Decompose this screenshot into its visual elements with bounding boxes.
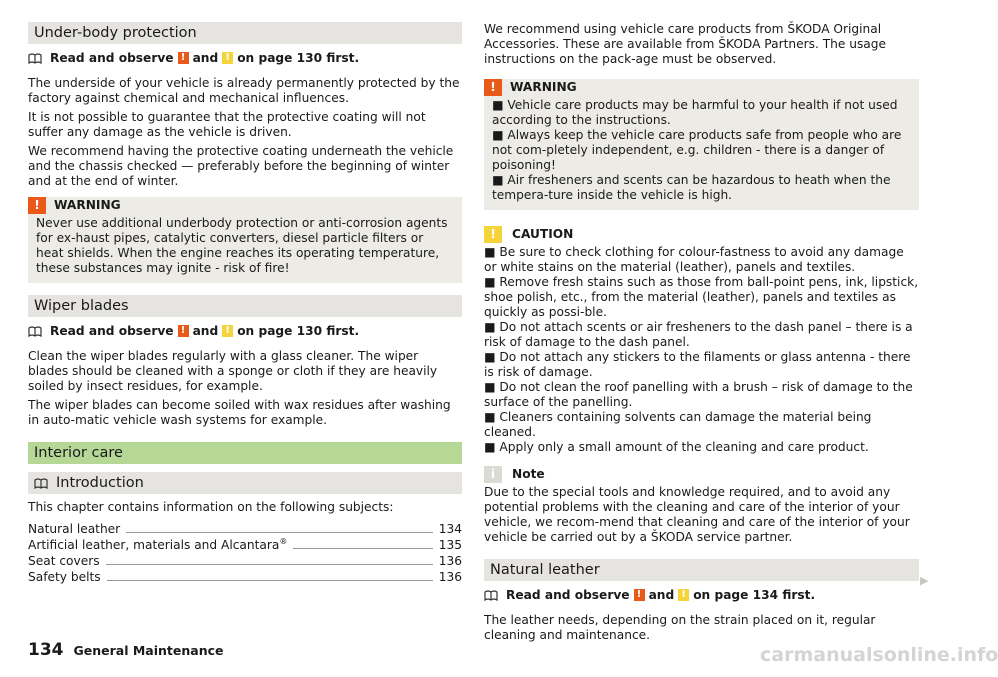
book-icon: [28, 53, 42, 64]
caution-triangle-icon: !: [484, 226, 502, 243]
caution-item: ■ Apply only a small amount of the cleaning and care product.: [484, 440, 869, 454]
warning-icon[interactable]: !: [178, 52, 189, 64]
warning-box: ! WARNING ■ Vehicle care products may be harmful to your health if not used according to the instructions. ■ Always keep the vehicle care products safe from people who are not com-pletely independent, e.g. children - there is a danger of poisoning! ■ Air fresheners and scents can be hazardous to heath when the tempera-ture inside the vehicle is high.: [484, 79, 919, 210]
left-column: [28, 22, 462, 585]
paragraph: It is not possible to guarantee that the protective coating will not suffer any damage as the vehicle is driven.: [28, 110, 426, 139]
warning-item: ■ Always keep the vehicle care products safe from people who are not com-pletely independent, e.g. children - there is a danger of poisoning!: [492, 128, 902, 172]
caution-item: ■ Do not clean the roof panelling with a brush – risk of damage to the surface of the panelling.: [484, 380, 913, 409]
warning-icon[interactable]: !: [178, 325, 189, 337]
caution-icon[interactable]: !: [678, 589, 689, 601]
page-reference-link[interactable]: on page 130 first.: [237, 50, 360, 65]
read-observe-note: Read and observe ! and ! on page 130 first.: [28, 50, 462, 66]
warning-item: ■ Vehicle care products may be harmful to your health if not used according to the instructions.: [492, 98, 898, 127]
caution-item: ■ Remove fresh stains such as those from ball-point pens, ink, lipstick, shoe polish, etc., from the material (leather), panels and textiles as quickly as possi-ble.: [484, 275, 919, 319]
section-heading-wiper: Wiper blades: [28, 295, 462, 317]
section-heading-underbody: Under-body protection: [28, 22, 462, 44]
warning-triangle-icon: !: [28, 197, 46, 214]
warning-triangle-icon: !: [484, 79, 502, 96]
subsection-heading-introduction: Introduction: [28, 472, 462, 494]
caution-box: ! CAUTION ■ Be sure to check clothing for colour-fastness to avoid any damage or white stains on the material (leather), panels and textiles. ■ Remove fresh stains such as those from ball-point pens, ink, lipstick, shoe polish, etc., from the material (leather), panels and textiles as quickly as possi-ble. ■ Do not attach scents or air fresheners to the dash panel – there is a risk of damage to the dash panel. ■ Do not attach any stickers to the filaments or glass antenna - there is risk of damage. ■ Do not clean the roof panelling with a brush – risk of damage to the surface of the panelling. ■ Cleaners containing solvents can damage the material being cleaned. ■ Apply only a small amount of the cleaning and care product.: [484, 227, 919, 454]
book-icon: [484, 590, 498, 601]
watermark: carmanualsonline.info: [760, 644, 998, 666]
note-text: Due to the special tools and knowledge required, and to avoid any potential problems with the cleaning and care of the interior of your vehicle, we recom-mend that cleaning and care of the interior of your vehicle be carried out by a ŠKODA service partner.: [484, 485, 910, 544]
warning-item: ■ Air fresheners and scents can be hazardous to heath when the tempera-ture inside the vehicle is high.: [492, 173, 891, 202]
page-number: 134: [28, 640, 64, 660]
right-column: [484, 22, 919, 647]
caution-item: ■ Cleaners containing solvents can damage the material being cleaned.: [484, 410, 872, 439]
paragraph: The leather needs, depending on the strain placed on it, regular cleaning and maintenance.: [484, 613, 876, 642]
caution-item: ■ Be sure to check clothing for colour-fastness to avoid any damage or white stains on the material (leather), panels and textiles.: [484, 245, 904, 274]
paragraph: We recommend having the protective coating underneath the vehicle and the chassis checked — preferably before the beginning of winter and at the end of winter.: [28, 144, 454, 188]
paragraph: The underside of your vehicle is already permanently protected by the factory against chemical and mechanical influences.: [28, 76, 460, 105]
toc-entry[interactable]: Natural leather 134: [28, 522, 462, 536]
toc-entry[interactable]: Safety belts 136: [28, 570, 462, 584]
toc-entry[interactable]: Artificial leather, materials and Alcantara® 135: [28, 536, 462, 552]
paragraph: We recommend using vehicle care products from ŠKODA Original Accessories. These are available from ŠKODA Partners. The usage instructions on the pack-age must be observed.: [484, 22, 887, 66]
toc-entry[interactable]: Seat covers 136: [28, 554, 462, 568]
info-icon: i: [484, 466, 502, 483]
caution-item: ■ Do not attach any stickers to the filaments or glass antenna - there is risk of damage.: [484, 350, 911, 379]
caution-icon[interactable]: !: [222, 325, 233, 337]
paragraph: The wiper blades can become soiled with wax residues after washing in auto-matic vehicle wash systems for example.: [28, 398, 451, 427]
warning-icon[interactable]: !: [634, 589, 645, 601]
page-reference-link[interactable]: on page 134 first.: [693, 587, 816, 602]
warning-text: Never use additional underbody protection or anti-corrosion agents for ex-haust pipes, catalytic converters, diesel particle filters or heat shields. When the engine reaches its operating temperature, these substances may ignite - risk of fire!: [36, 216, 448, 275]
section-heading-interior: Interior care: [28, 442, 462, 464]
read-observe-note: Read and observe ! and ! on page 134 first.: [484, 587, 919, 603]
caution-item: ■ Do not attach scents or air fresheners to the dash panel – there is a risk of damage to the dash panel.: [484, 320, 913, 349]
book-icon: [28, 326, 42, 337]
note-box: i Note Due to the special tools and knowledge required, and to avoid any potential problems with the cleaning and care of the interior of your vehicle, we recom-mend that cleaning and care of the interior of your vehicle be carried out by a ŠKODA service partner.: [484, 466, 919, 545]
page-footer: [28, 640, 224, 660]
book-icon: [34, 478, 48, 489]
footer-section-title: General Maintenance: [73, 643, 224, 658]
paragraph: This chapter contains information on the following subjects:: [28, 500, 394, 514]
warning-box: ! WARNING Never use additional underbody protection or anti-corrosion agents for ex-haust pipes, catalytic converters, diesel particle filters or heat shields. When the engine reaches its operating temperature, these substances may ignite - risk of fire!: [28, 197, 462, 283]
continue-arrow-icon: ▶: [920, 574, 929, 587]
paragraph: Clean the wiper blades regularly with a glass cleaner. The wiper blades should be cleaned with a sponge or cloth if they are heavily soiled by insect residues, for example.: [28, 349, 438, 393]
caution-icon[interactable]: !: [222, 52, 233, 64]
read-observe-note: Read and observe ! and ! on page 130 first.: [28, 323, 462, 339]
page-reference-link[interactable]: on page 130 first.: [237, 323, 360, 338]
section-heading-natural-leather: Natural leather: [484, 559, 919, 581]
toc-list: [28, 521, 462, 585]
